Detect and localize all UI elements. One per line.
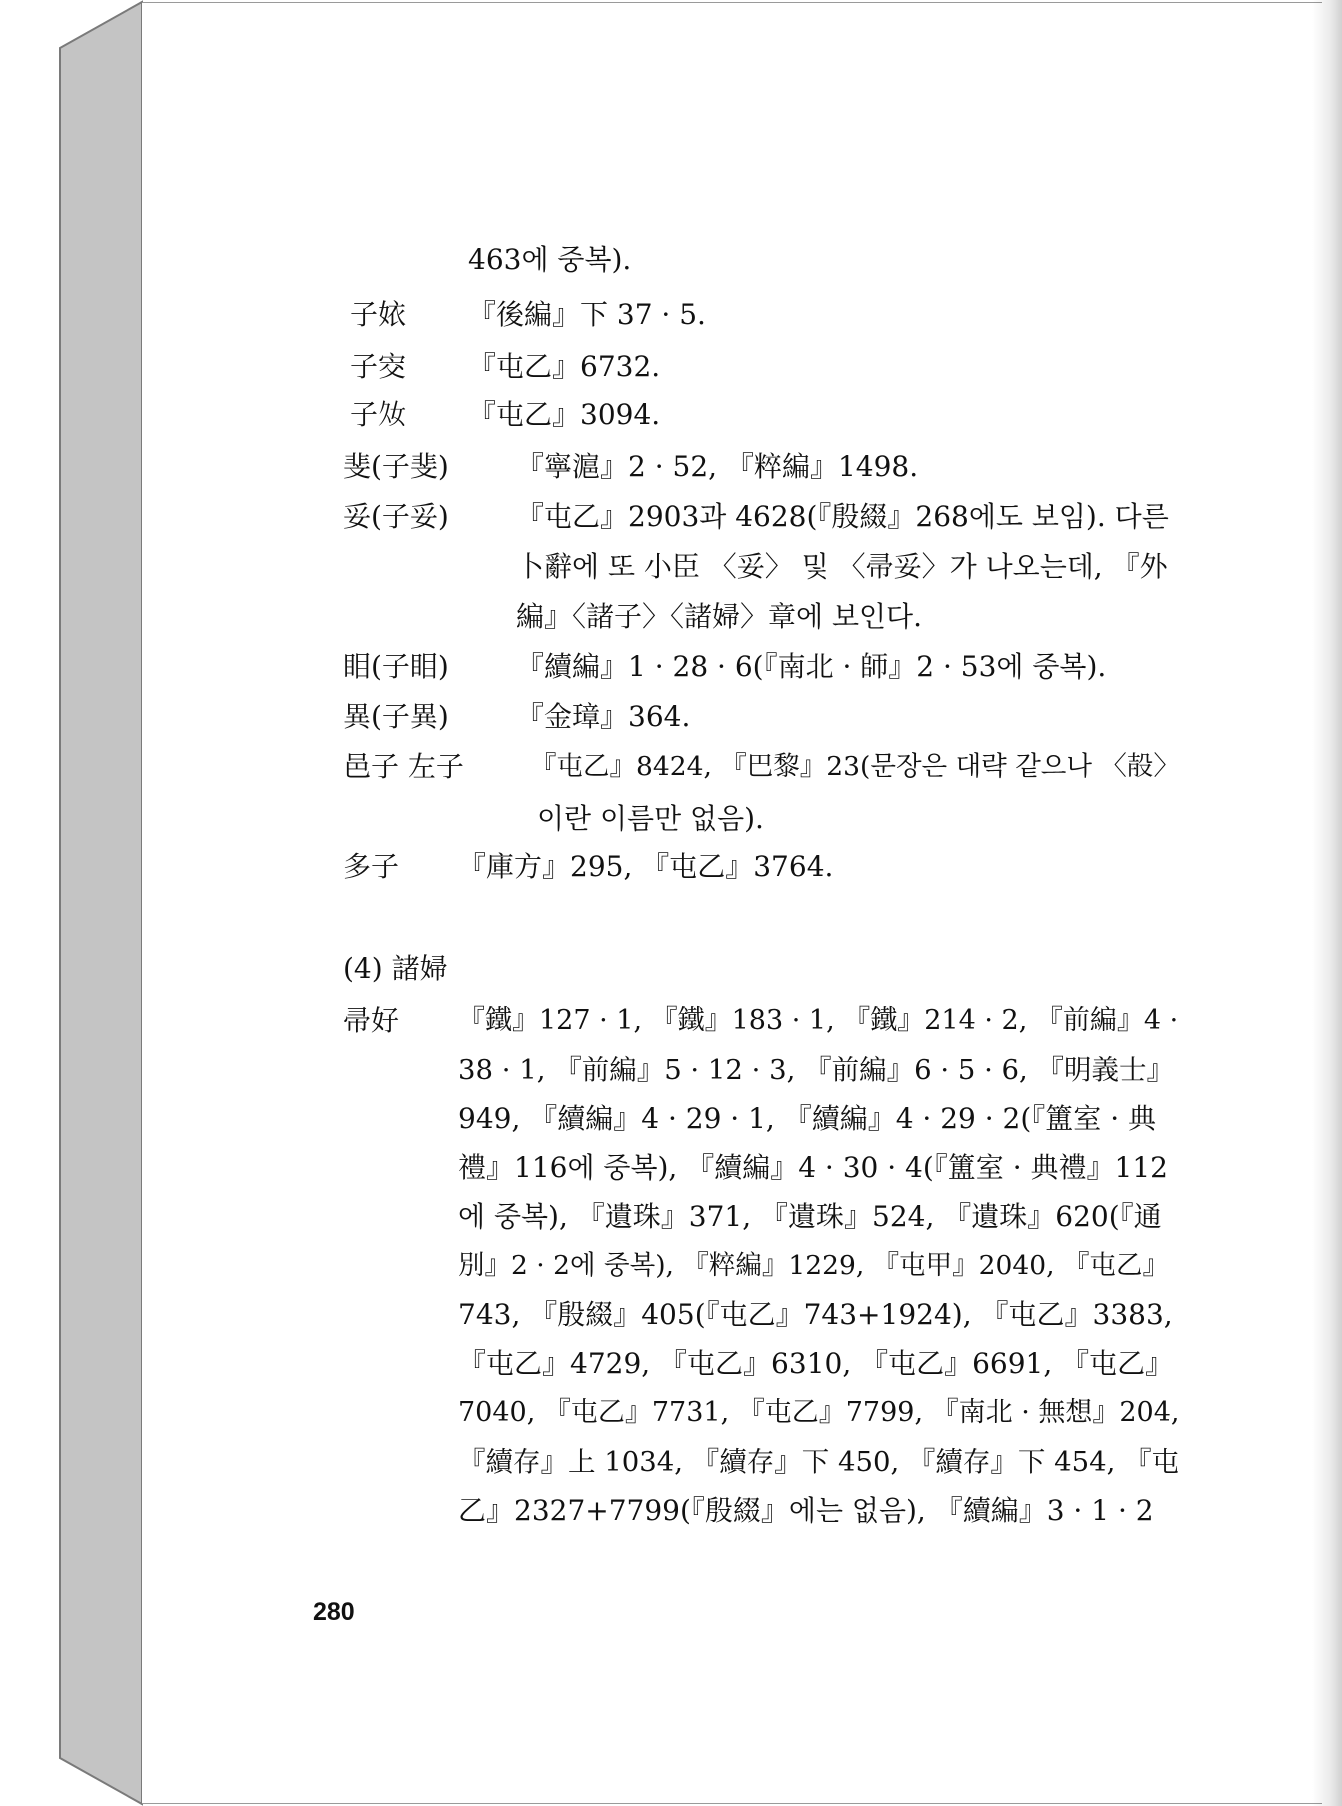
section-text-line: 949, 『續編』4 · 29 · 1, 『續編』4 · 29 · 2(『簠室 · 典 [458, 1102, 1156, 1135]
section-text-line: 禮』116에 중복), 『續編』4 · 30 · 4(『簠室 · 典禮』112 [458, 1151, 1168, 1184]
entry-text-line: 編』〈諸子〉〈諸婦〉章에 보인다. [516, 600, 922, 633]
entry-text-line: 『屯乙』2903과 4628(『殷綴』268에도 보임). 다른 [516, 500, 1169, 533]
entry-text-line: 卜辭에 또 小臣 〈妥〉 및 〈帚妥〉가 나오는데, 『外 [516, 550, 1168, 583]
entry-term: 子㝔 [350, 350, 407, 383]
entry-term: 子𡚮 [350, 398, 407, 431]
entry-text-line: 463에 중복). [468, 243, 632, 276]
entry-term: 邑子 左子 [343, 750, 464, 783]
entry-text-line: 『後編』下 37 · 5. [468, 298, 706, 331]
entry-text-line: 『續編』1 · 28 · 6(『南北 · 師』2 · 53에 중복). [516, 650, 1107, 683]
entry-text-line: 『寧滬』2 · 52, 『粹編』1498. [516, 450, 919, 483]
entry-term: 子㛄 [350, 298, 407, 331]
entry-text-line: 『金璋』364. [516, 700, 691, 733]
page-number: 280 [313, 1598, 355, 1626]
entry-text-line: 『庫方』295, 『屯乙』3764. [458, 850, 834, 883]
entry-text-line: 『屯乙』8424, 『巴黎』23(문장은 대략 같으나 〈㱿〉 [530, 751, 1180, 782]
entry-term: 多子 [343, 850, 400, 883]
section-text-line: 別』2 · 2에 중복), 『粹編』1229, 『屯甲』2040, 『屯乙』 [458, 1250, 1169, 1281]
section-text-line: 『續存』上 1034, 『續存』下 450, 『續存』下 454, 『屯 [458, 1446, 1180, 1478]
entry-term: 異(子異) [343, 700, 449, 733]
section-text-line: 7040, 『屯乙』7731, 『屯乙』7799, 『南北 · 無想』204, [458, 1397, 1180, 1428]
section-text-line: 743, 『殷綴』405(『屯乙』743+1924), 『屯乙』3383, [458, 1298, 1173, 1331]
section-text-line: 『屯乙』4729, 『屯乙』6310, 『屯乙』6691, 『屯乙』 [458, 1347, 1174, 1380]
entry-text-line: 『屯乙』3094. [468, 398, 661, 431]
entry-term: 斐(子斐) [343, 450, 449, 483]
section-text-line: 에 중복), 『遺珠』371, 『遺珠』524, 『遺珠』620(『通 [458, 1200, 1162, 1233]
entry-text-line: 이란 이름만 없음). [537, 802, 764, 835]
section-text-line: 『鐵』127 · 1, 『鐵』183 · 1, 『鐵』214 · 2, 『前編』4 · [458, 1005, 1179, 1036]
entry-text-line: 『屯乙』6732. [468, 350, 661, 383]
entry-term: 妥(子妥) [343, 500, 449, 533]
section-text-line: 乙』2327+7799(『殷綴』에는 없음), 『續編』3 · 1 · 2 [458, 1494, 1154, 1527]
section-term: 帚好 [343, 1004, 400, 1037]
section-text-line: 38 · 1, 『前編』5 · 12 · 3, 『前編』6 · 5 · 6, 『明義士』 [458, 1054, 1175, 1086]
entry-term: 䀠(子䀠) [343, 650, 449, 683]
section-heading: (4) 諸婦 [343, 952, 448, 985]
